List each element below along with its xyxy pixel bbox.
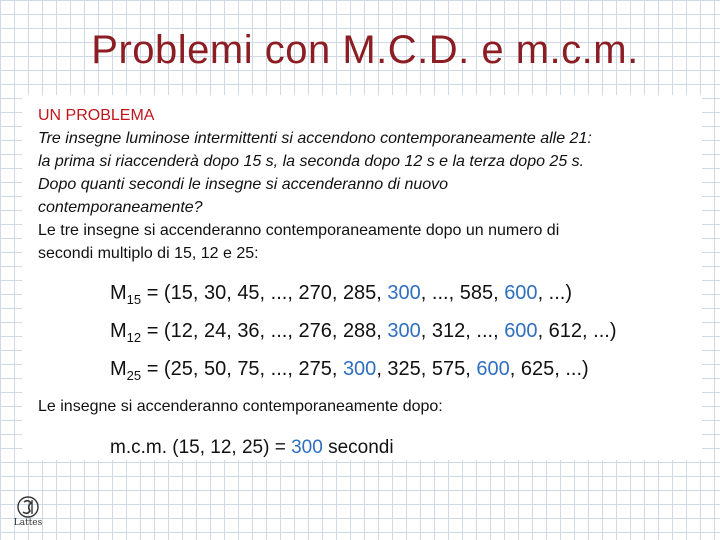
- multiple-values: = (12, 24, 36, ..., 276, 288,: [141, 320, 388, 342]
- highlight-value: 300: [387, 282, 421, 304]
- highlight-value: 300: [387, 320, 421, 342]
- multiple-subscript: 12: [126, 330, 142, 345]
- result-value: 300: [291, 437, 323, 458]
- multiple-values: = (25, 50, 75, ..., 275,: [141, 358, 343, 380]
- multiple-values: , 325, 575,: [376, 358, 477, 380]
- highlight-value: 600: [504, 282, 538, 304]
- conclusion-text: Le insegne si accenderanno contemporaneamente dopo:: [38, 398, 443, 415]
- multiples-12-line: [110, 313, 688, 351]
- content: [38, 104, 688, 462]
- result-line: [110, 434, 688, 462]
- page-title: Problemi con M.C.D. e m.c.m.: [91, 28, 639, 72]
- problem-line: contemporaneamente?: [38, 199, 203, 216]
- multiple-values: , 312, ...,: [420, 320, 505, 342]
- problem-line: Dopo quanti secondi le insegne si accenderanno di nuovo: [38, 176, 449, 193]
- explanation-line: Le tre insegne si accenderanno contemporaneamente dopo un numero di: [38, 222, 560, 239]
- multiple-subscript: 25: [126, 368, 142, 383]
- multiples-25-line: [110, 351, 688, 389]
- multiple-letter: M: [110, 358, 127, 380]
- multiple-letter: M: [110, 282, 127, 304]
- section-heading: UN PROBLEMA: [38, 107, 155, 124]
- result-unit: secondi: [322, 437, 394, 458]
- multiples-list: [110, 275, 688, 389]
- result-label: m.c.m. (15, 12, 25) =: [110, 437, 292, 458]
- publisher-logo-text: Lattes: [13, 518, 43, 528]
- multiple-values: , ..., 585,: [420, 282, 505, 304]
- publisher-logo-icon: [15, 494, 41, 520]
- problem-line: la prima si riaccenderà dopo 15 s, la seconda dopo 12 s e la terza dopo 25 s.: [38, 153, 585, 170]
- multiple-values: , 612, ...): [537, 320, 617, 342]
- multiples-15-line: [110, 275, 688, 313]
- multiple-values: = (15, 30, 45, ..., 270, 285,: [141, 282, 388, 304]
- problem-line: Tre insegne luminose intermittenti si accendono contemporaneamente alle 21:: [38, 130, 592, 147]
- multiple-letter: M: [110, 320, 127, 342]
- publisher-logo: [10, 494, 46, 534]
- highlight-value: 300: [342, 358, 377, 380]
- multiple-values: , ...): [537, 282, 573, 304]
- highlight-value: 600: [476, 358, 510, 380]
- multiple-values: , 625, ...): [509, 358, 589, 380]
- explanation-text: [38, 219, 688, 265]
- multiple-subscript: 15: [126, 292, 142, 307]
- highlight-value: 600: [504, 320, 538, 342]
- explanation-line: secondi multiplo di 15, 12 e 25:: [38, 245, 259, 262]
- problem-text: [38, 127, 688, 219]
